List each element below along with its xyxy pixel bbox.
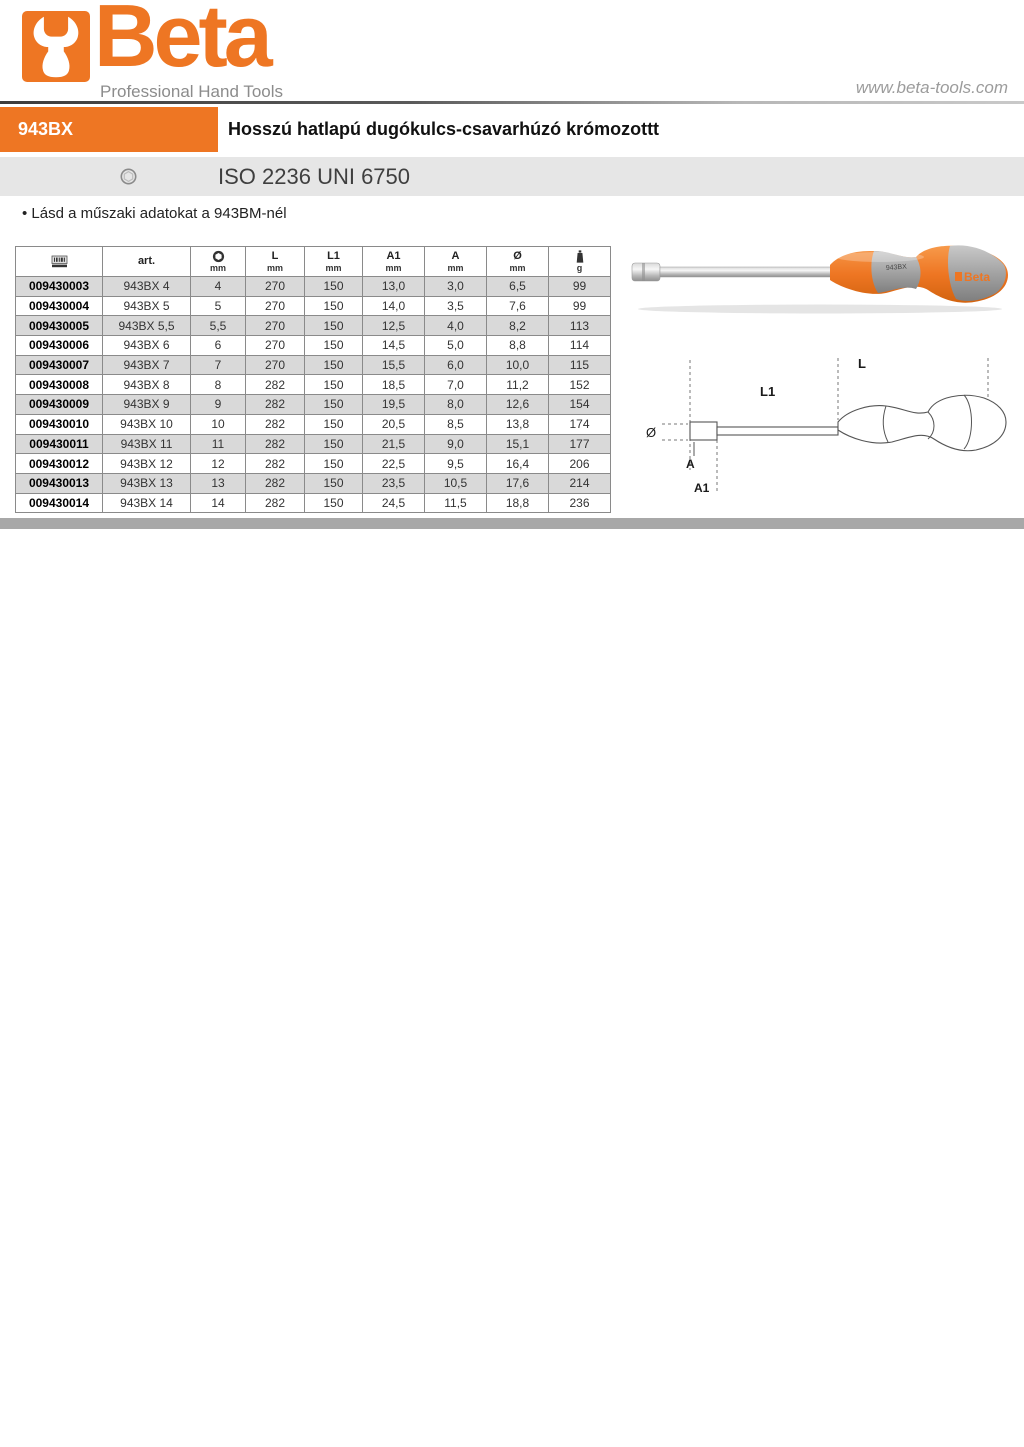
photo-shadow [638, 305, 1002, 314]
cell-value: 282 [246, 454, 305, 474]
cell-value: 5,0 [425, 336, 487, 356]
column-label: A1 [386, 250, 401, 262]
dim-label-L1: L1 [760, 384, 776, 399]
cell-value: 24,5 [363, 493, 425, 513]
cell-value: 236 [549, 493, 611, 513]
cell-value: 150 [305, 395, 363, 415]
cell-value: 150 [305, 414, 363, 434]
cell-value: 11,2 [487, 375, 549, 395]
cell-value: 22,5 [363, 454, 425, 474]
column-unit: mm [325, 263, 342, 273]
socket-tip [632, 263, 660, 281]
cell-value: 150 [305, 296, 363, 316]
cell-value: 14 [191, 493, 246, 513]
product-code: 943BX [18, 119, 74, 139]
table-row [16, 414, 611, 434]
cell-value: 21,5 [363, 434, 425, 454]
cell-value: 4 [191, 277, 246, 297]
drawing-handle [838, 395, 1006, 450]
cell-value: 282 [246, 375, 305, 395]
cell-value: 943BX 9 [103, 395, 191, 415]
cell-value: 14,0 [363, 296, 425, 316]
cell-value: 12 [191, 454, 246, 474]
column-unit: mm [266, 263, 283, 273]
column-header [363, 247, 425, 277]
cell-value: 150 [305, 473, 363, 493]
table-row [16, 316, 611, 336]
cell-value: 150 [305, 277, 363, 297]
table-row [16, 473, 611, 493]
cell-value: 9 [191, 395, 246, 415]
cell-value: 12,6 [487, 395, 549, 415]
cell-value: 270 [246, 277, 305, 297]
cell-value: 943BX 14 [103, 493, 191, 513]
standards-text: ISO 2236 UNI 6750 [218, 164, 411, 189]
weight-icon [549, 250, 610, 263]
cell-value: 8,2 [487, 316, 549, 336]
product-code-box [0, 107, 218, 152]
cell-value: 282 [246, 395, 305, 415]
cell-value: 150 [305, 434, 363, 454]
column-header [246, 247, 305, 277]
cell-value: 270 [246, 336, 305, 356]
column-label: Ø [513, 250, 522, 262]
column-header [549, 247, 611, 277]
cell-value: 943BX 10 [103, 414, 191, 434]
column-label: A [451, 250, 460, 262]
barcode-icon [16, 255, 102, 268]
column-label: art. [137, 255, 156, 267]
cell-value: 14,5 [363, 336, 425, 356]
cell-value: 11 [191, 434, 246, 454]
cell-article-code: 009430003 [16, 277, 103, 297]
cell-value: 150 [305, 375, 363, 395]
cell-value: 9,5 [425, 454, 487, 474]
beta-logo [22, 11, 90, 82]
cell-value: 11,5 [425, 493, 487, 513]
cell-value: 282 [246, 434, 305, 454]
page-title: Hosszú hatlapú dugókulcs-csavarhúzó krómozottt [228, 119, 660, 139]
cell-article-code: 009430012 [16, 454, 103, 474]
cell-value: 4,0 [425, 316, 487, 336]
table-row [16, 296, 611, 316]
cell-value: 10,0 [487, 355, 549, 375]
cell-article-code: 009430011 [16, 434, 103, 454]
bottom-divider [0, 518, 1024, 529]
cell-value: 150 [305, 355, 363, 375]
product-photo [630, 241, 1016, 317]
cell-value: 6 [191, 336, 246, 356]
cell-value: 18,8 [487, 493, 549, 513]
table-row [16, 434, 611, 454]
cell-value: 13 [191, 473, 246, 493]
cell-value: 270 [246, 296, 305, 316]
cell-value: 20,5 [363, 414, 425, 434]
header-rule [0, 101, 1024, 104]
cell-value: 6,0 [425, 355, 487, 375]
cell-article-code: 009430004 [16, 296, 103, 316]
column-header [16, 247, 103, 277]
cell-value: 113 [549, 316, 611, 336]
cell-value: 943BX 7 [103, 355, 191, 375]
cell-value: 150 [305, 316, 363, 336]
cell-value: 17,6 [487, 473, 549, 493]
logo-tagline: Professional Hand Tools [100, 82, 284, 101]
cell-value: 8 [191, 375, 246, 395]
cell-value: 99 [549, 277, 611, 297]
spec-table-body [16, 277, 611, 513]
column-header [425, 247, 487, 277]
standards-bar [0, 157, 1024, 196]
cell-value: 177 [549, 434, 611, 454]
table-row [16, 336, 611, 356]
cell-value: 16,4 [487, 454, 549, 474]
cell-value: 12,5 [363, 316, 425, 336]
column-unit: g [576, 263, 583, 273]
technical-drawing [628, 344, 1016, 506]
cell-value: 206 [549, 454, 611, 474]
drawing-shaft [717, 427, 838, 435]
dim-label-L: L [858, 356, 866, 371]
cell-value: 10 [191, 414, 246, 434]
dim-label-dia: Ø [646, 425, 657, 440]
table-row [16, 454, 611, 474]
cell-article-code: 009430010 [16, 414, 103, 434]
cell-value: 943BX 8 [103, 375, 191, 395]
handle-model-text: 943BX [885, 263, 908, 272]
hex-profile-icon [120, 168, 137, 185]
cell-value: 8,8 [487, 336, 549, 356]
column-unit: mm [447, 263, 464, 273]
cell-value: 15,1 [487, 434, 549, 454]
logo-wordmark: Beta [94, 0, 269, 85]
cell-value: 5,5 [191, 316, 246, 336]
cell-value: 7,0 [425, 375, 487, 395]
cell-value: 7 [191, 355, 246, 375]
cell-article-code: 009430009 [16, 395, 103, 415]
cell-value: 150 [305, 493, 363, 513]
cell-article-code: 009430008 [16, 375, 103, 395]
spec-table [15, 246, 611, 513]
cell-value: 282 [246, 473, 305, 493]
column-unit: mm [209, 263, 226, 273]
hex-socket-icon [191, 250, 245, 263]
cell-value: 943BX 6 [103, 336, 191, 356]
cell-value: 23,5 [363, 473, 425, 493]
dim-label-A1: A1 [694, 481, 710, 495]
cell-value: 943BX 13 [103, 473, 191, 493]
dim-label-A: A [686, 457, 695, 471]
table-row [16, 277, 611, 297]
cell-value: 3,5 [425, 296, 487, 316]
column-label: L [271, 250, 279, 262]
handle-brand-text: Beta [964, 270, 991, 284]
column-unit: mm [509, 263, 526, 273]
cell-value: 150 [305, 454, 363, 474]
header-row [16, 247, 611, 277]
cell-article-code: 009430014 [16, 493, 103, 513]
cell-value: 174 [549, 414, 611, 434]
cell-value: 13,0 [363, 277, 425, 297]
column-header [103, 247, 191, 277]
cell-value: 10,5 [425, 473, 487, 493]
column-header [487, 247, 549, 277]
cell-value: 150 [305, 336, 363, 356]
cell-value: 270 [246, 355, 305, 375]
shaft [660, 267, 832, 277]
cell-value: 18,5 [363, 375, 425, 395]
cell-value: 7,6 [487, 296, 549, 316]
website-text: www.beta-tools.com [855, 78, 1008, 97]
cell-value: 9,0 [425, 434, 487, 454]
cell-article-code: 009430005 [16, 316, 103, 336]
cell-value: 282 [246, 414, 305, 434]
cell-value: 15,5 [363, 355, 425, 375]
cell-value: 19,5 [363, 395, 425, 415]
cell-value: 943BX 5,5 [103, 316, 191, 336]
cell-value: 943BX 5 [103, 296, 191, 316]
cell-value: 6,5 [487, 277, 549, 297]
cell-value: 154 [549, 395, 611, 415]
table-row [16, 493, 611, 513]
cell-value: 943BX 11 [103, 434, 191, 454]
cell-value: 282 [246, 493, 305, 513]
column-unit: mm [385, 263, 402, 273]
cell-value: 99 [549, 296, 611, 316]
cell-article-code: 009430013 [16, 473, 103, 493]
cell-value: 115 [549, 355, 611, 375]
column-header [305, 247, 363, 277]
spec-table-head [16, 247, 611, 277]
cell-value: 214 [549, 473, 611, 493]
cell-value: 5 [191, 296, 246, 316]
cell-value: 8,0 [425, 395, 487, 415]
cell-value: 3,0 [425, 277, 487, 297]
note-text: • Lásd a műszaki adatokat a 943BM-nél [22, 205, 287, 222]
cell-value: 114 [549, 336, 611, 356]
table-row [16, 395, 611, 415]
cell-value: 943BX 12 [103, 454, 191, 474]
table-row [16, 355, 611, 375]
column-header [191, 247, 246, 277]
cell-article-code: 009430007 [16, 355, 103, 375]
cell-value: 943BX 4 [103, 277, 191, 297]
column-label: L1 [327, 250, 340, 262]
cell-article-code: 009430006 [16, 336, 103, 356]
cell-value: 270 [246, 316, 305, 336]
table-row [16, 375, 611, 395]
drawing-socket [690, 422, 717, 440]
cell-value: 13,8 [487, 414, 549, 434]
cell-value: 152 [549, 375, 611, 395]
cell-value: 8,5 [425, 414, 487, 434]
